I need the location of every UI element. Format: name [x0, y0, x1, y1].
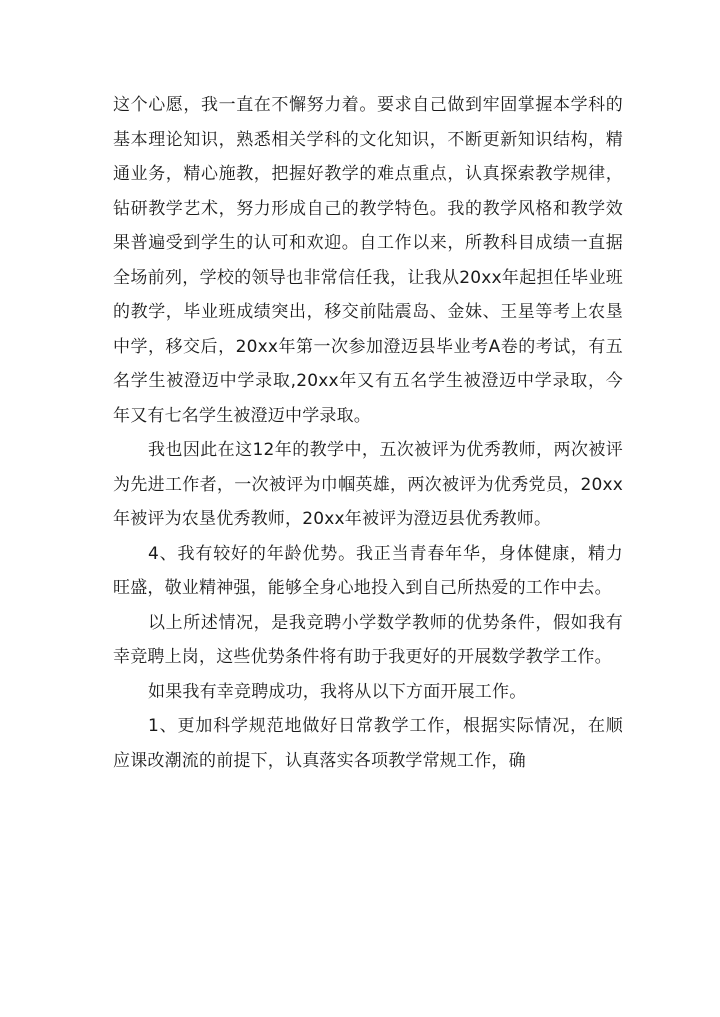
paragraph-1: 这个心愿，我一直在不懈努力着。要求自己做到牢固掌握本学科的基本理论知识，熟悉相关学科的文化知识，不断更新知识结构，精通业务，精心施教，把握好教学的难点重点，认真探索教学规律，钻研教学艺术，努力形成自己的教学特色。我的教学风格和教学效果普遍受到学生的认可和欢迎。自工作以来，所教科目成绩一直据全场前列，学校的领导也非常信任我，让我从20xx年起担任毕业班的教学，毕业班成绩突出，移交前陆震岛、金妹、王星等考上农垦中学，移交后，20xx年第一次参加澄迈县毕业考A卷的考试，有五名学生被澄迈中学录取,20xx年又有五名学生被澄迈中学录取，今年又有七名学生被澄迈中学录取。	[113, 95, 623, 426]
paragraph-5: 如果我有幸竞聘成功，我将从以下方面开展工作。	[148, 681, 527, 702]
paragraph-2: 我也因此在这12年的教学中，五次被评为优秀教师，两次被评为先进工作者，一次被评为巾帼英雄，两次被评为优秀党员，20xx年被评为农垦优秀教师，20xx年被评为澄迈县优秀教师。	[113, 440, 623, 529]
document-body	[113, 88, 623, 778]
paragraph-4: 以上所述情况，是我竞聘小学数学教师的优势条件，假如我有幸竞聘上岗，这些优势条件将有助于我更好的开展数学教学工作。	[113, 612, 623, 667]
paragraph-3: 4、我有较好的年龄优势。我正当青春年华，身体健康，精力旺盛，敬业精神强，能够全身心地投入到自己所热爱的工作中去。	[113, 543, 623, 598]
paragraph-6: 1、更加科学规范地做好日常教学工作，根据实际情况，在顺应课改潮流的前提下，认真落实各项教学常规工作，确	[113, 716, 623, 771]
